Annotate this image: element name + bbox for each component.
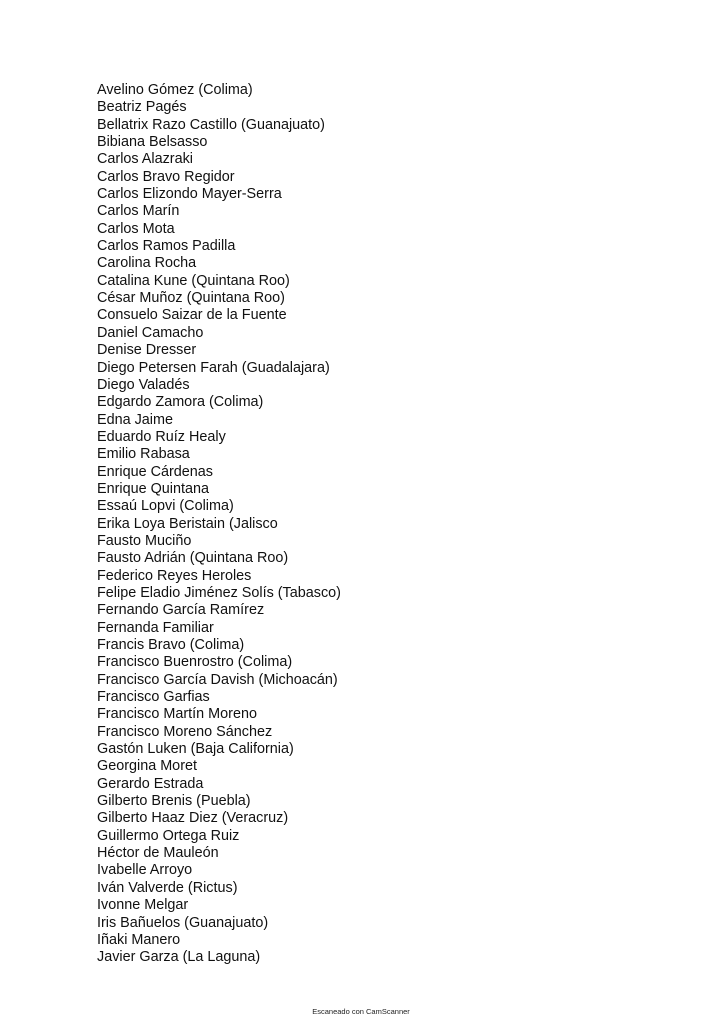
name-list-item: Carolina Rocha bbox=[97, 255, 197, 272]
name-list-item: Edna Jaime bbox=[97, 411, 173, 428]
name-list-item: Carlos Elizondo Mayer-Serra bbox=[97, 186, 282, 203]
camscanner-footer: Escaneado con CamScanner bbox=[312, 1007, 410, 1016]
name-list-item: Gilberto Brenis (Puebla) bbox=[97, 793, 251, 810]
name-list-item: Diego Petersen Farah (Guadalajara) bbox=[97, 359, 330, 376]
name-list-item: Daniel Camacho bbox=[97, 324, 204, 341]
name-list-item: Ivabelle Arroyo bbox=[97, 862, 193, 879]
name-list-item: Fernando García Ramírez bbox=[97, 602, 265, 619]
name-list-item: Essaú Lopvi (Colima) bbox=[97, 498, 234, 515]
name-list-item: Fausto Adrián (Quintana Roo) bbox=[97, 550, 289, 567]
name-list-item: Ivonne Melgar bbox=[97, 897, 189, 914]
name-list-item: Carlos Mota bbox=[97, 220, 175, 237]
name-list-item: César Muñoz (Quintana Roo) bbox=[97, 290, 285, 307]
name-list-item: Bellatrix Razo Castillo (Guanajuato) bbox=[97, 116, 325, 133]
name-list-item: Gilberto Haaz Diez (Veracruz) bbox=[97, 810, 289, 827]
name-list-item: Felipe Eladio Jiménez Solís (Tabasco) bbox=[97, 584, 341, 601]
name-list-item: Gastón Luken (Baja California) bbox=[97, 741, 294, 758]
name-list-item: Iñaki Manero bbox=[97, 931, 181, 948]
name-list-item: Eduardo Ruíz Healy bbox=[97, 428, 226, 445]
name-list-item: Francis Bravo (Colima) bbox=[97, 637, 245, 653]
name-list-item: Consuelo Saizar de la Fuente bbox=[97, 307, 287, 324]
name-list-item: Guillermo Ortega Ruiz bbox=[97, 827, 240, 844]
name-list-item: Carlos Alazraki bbox=[97, 151, 193, 168]
name-list-item: Georgina Moret bbox=[97, 758, 197, 775]
name-list-item: Fausto Muciño bbox=[97, 532, 192, 549]
name-list-item: Javier Garza (La Laguna) bbox=[97, 949, 261, 966]
name-list-item: Enrique Cárdenas bbox=[97, 463, 213, 480]
name-list-item: Francisco Garfias bbox=[97, 689, 210, 706]
name-list-item: Héctor de Mauleón bbox=[97, 845, 219, 862]
name-list-item: Fernanda Familiar bbox=[97, 619, 214, 636]
name-list-item: Edgardo Zamora (Colima) bbox=[97, 394, 264, 411]
name-list-item: Francisco Martín Moreno bbox=[97, 706, 257, 723]
name-list-item: Emilio Rabasa bbox=[97, 446, 190, 463]
name-list-item: Erika Loya Beristain (Jalisco bbox=[97, 515, 278, 532]
name-list-item: Beatriz Pagés bbox=[97, 99, 187, 116]
name-list-item: Carlos Bravo Regidor bbox=[97, 168, 235, 185]
name-list-item: Carlos Marín bbox=[97, 203, 180, 220]
name-list-item: Avelino Gómez (Colima) bbox=[97, 82, 253, 98]
names-list bbox=[97, 82, 341, 967]
name-list-item: Carlos Ramos Padilla bbox=[97, 238, 236, 255]
name-list-item: Enrique Quintana bbox=[97, 480, 210, 497]
name-list-item: Denise Dresser bbox=[97, 342, 197, 359]
name-list-item: Catalina Kune (Quintana Roo) bbox=[97, 272, 290, 289]
name-list-item: Iris Bañuelos (Guanajuato) bbox=[97, 914, 269, 931]
name-list-item: Iván Valverde (Rictus) bbox=[97, 879, 238, 896]
name-list-item: Bibiana Belsasso bbox=[97, 134, 208, 151]
name-list-item: Federico Reyes Heroles bbox=[97, 567, 252, 584]
name-list-item: Diego Valadés bbox=[97, 376, 190, 393]
name-list-item: Gerardo Estrada bbox=[97, 775, 204, 792]
name-list-item: Francisco Moreno Sánchez bbox=[97, 723, 273, 740]
name-list-item: Francisco García Davish (Michoacán) bbox=[97, 671, 338, 688]
name-list-item: Francisco Buenrostro (Colima) bbox=[97, 654, 293, 671]
